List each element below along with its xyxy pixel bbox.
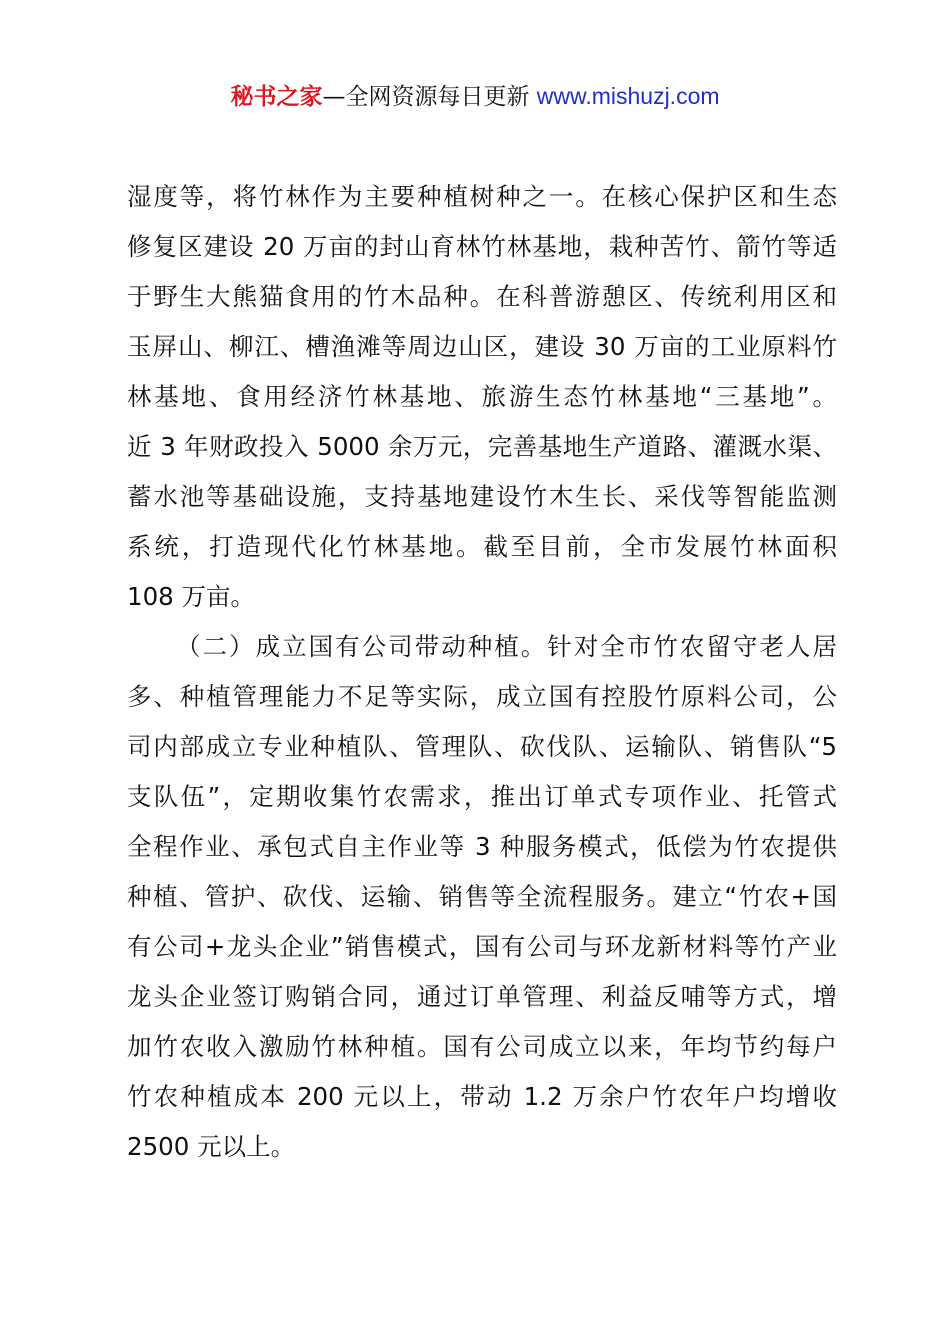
- header-url-link[interactable]: www.mishuzj.com: [536, 83, 720, 109]
- paragraph-1: [127, 172, 837, 622]
- text-line: 108 万亩。: [127, 582, 256, 611]
- text-line: 支队伍”，定期收集竹农需求，推出订单式专项作业、托管式: [127, 782, 837, 811]
- text-line: 种植、管护、砍伐、运输、销售等全流程服务。建立“竹农+国: [127, 882, 837, 911]
- text-line: 加竹农收入激励竹林种植。国有公司成立以来，年均节约每户: [127, 1032, 837, 1061]
- document-body: [127, 172, 837, 1172]
- header-brand: 秘书之家: [230, 84, 323, 110]
- header-slogan: —全网资源每日更新: [322, 84, 537, 110]
- text-line: 湿度等，将竹林作为主要种植树种之一。在核心保护区和生态: [127, 182, 837, 211]
- page-header: [0, 80, 950, 113]
- text-line: 司内部成立专业种植队、管理队、砍伐队、运输队、销售队“5: [127, 732, 837, 761]
- text-line: 2500 元以上。: [127, 1132, 296, 1161]
- text-line: 竹农种植成本 200 元以上，带动 1.2 万余户竹农年户均增收: [127, 1082, 837, 1111]
- paragraph-2: [127, 622, 837, 1172]
- text-line: 多、种植管理能力不足等实际，成立国有控股竹原料公司，公: [127, 682, 837, 711]
- text-line: 林基地、食用经济竹林基地、旅游生态竹林基地“三基地”。: [127, 382, 837, 411]
- text-line: 修复区建设 20 万亩的封山育林竹林基地，栽种苦竹、箭竹等适: [127, 232, 837, 261]
- text-line: 有公司+龙头企业”销售模式，国有公司与环龙新材料等竹产业: [127, 932, 837, 961]
- text-line: 近 3 年财政投入 5000 余万元，完善基地生产道路、灌溉水渠、: [127, 432, 837, 461]
- text-line: 蓄水池等基础设施，支持基地建设竹木生长、采伐等智能监测: [127, 482, 837, 511]
- text-line: 系统，打造现代化竹林基地。截至目前，全市发展竹林面积: [127, 532, 837, 561]
- text-line: 玉屏山、柳江、槽渔滩等周边山区，建设 30 万亩的工业原料竹: [127, 332, 837, 361]
- text-line: 龙头企业签订购销合同，通过订单管理、利益反哺等方式，增: [127, 982, 837, 1011]
- text-line: 于野生大熊猫食用的竹木品种。在科普游憩区、传统利用区和: [127, 282, 837, 311]
- text-line: 全程作业、承包式自主作业等 3 种服务模式，低偿为竹农提供: [127, 832, 837, 861]
- text-line: （二）成立国有公司带动种植。针对全市竹农留守老人居: [176, 632, 837, 661]
